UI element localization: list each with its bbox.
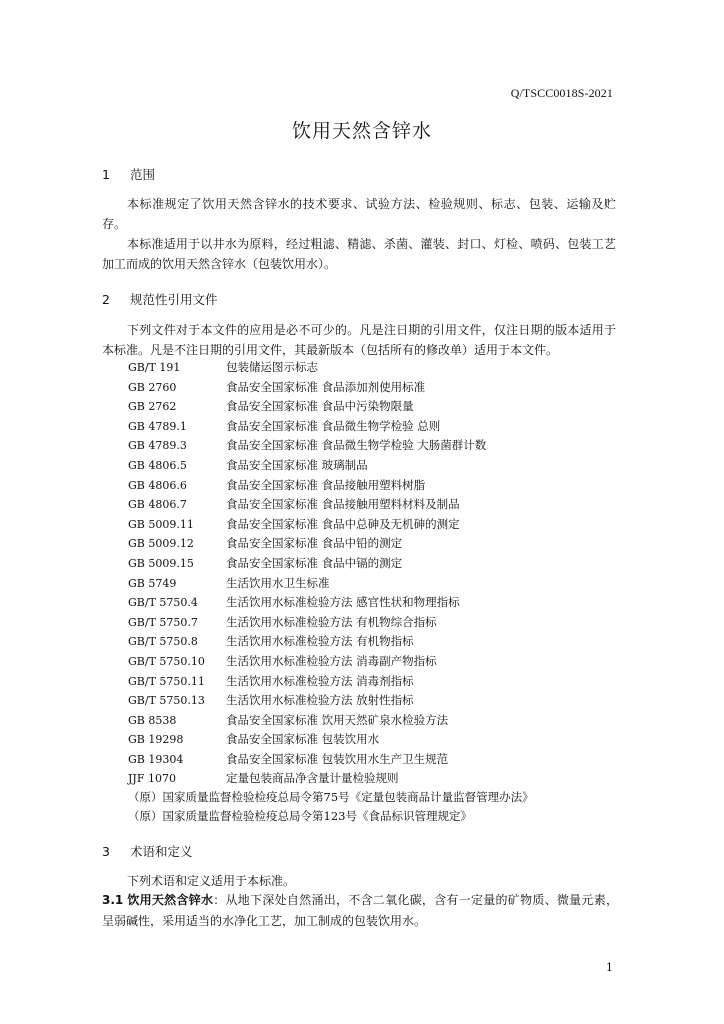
reference-name: 食品安全国家标准 食品中铅的测定 [226,536,403,551]
reference-item [128,476,486,496]
reference-name: 食品安全国家标准 包装饮用水 [226,732,380,747]
reference-code: GB 4806.7 [128,498,187,512]
reference-code: GB/T 5750.11 [128,674,205,688]
section-title: 规范性引用文件 [130,292,218,307]
reference-item [128,672,486,692]
reference-item [128,456,486,476]
reference-code: GB/T 5750.7 [128,615,198,629]
section-number: 1 [102,167,110,182]
definition-text: ：从地下深处自然涌出，不含二氧化碳，含有一定量的矿物质、微量元素，呈弱碱性，采用适当的水净化工艺，加工制成的包装饮用水。 [102,893,618,928]
reference-name: 食品安全国家标准 食品中镉的测定 [226,555,403,570]
reference-name: 食品安全国家标准 食品添加剂使用标准 [226,379,426,394]
reference-name: 定量包装商品净含量计量检验规则 [226,771,399,786]
reference-code: GB 19304 [128,752,184,766]
reference-code: GB 2762 [128,400,177,414]
section-1-paragraph-2: 本标准适用于以井水为原料，经过粗滤、精滤、杀菌、灌装、封口、灯检、喷码、包装工艺加工而成的饮用天然含锌水（包装饮用水）。 [102,237,616,271]
reference-code: GB 4806.5 [128,458,187,472]
reference-name: 食品安全国家标准 食品中总砷及无机砷的测定 [226,516,460,531]
reference-name: 食品安全国家标准 食品微生物学检验 总则 [226,418,441,433]
reference-code: GB 5749 [128,576,177,590]
section-title: 术语和定义 [130,844,193,859]
reference-item [128,769,486,789]
definition-3-1 [102,890,618,932]
reference-name: 食品安全国家标准 食品微生物学检验 大肠菌群计数 [226,438,487,453]
section-3-intro: 下列术语和定义适用于本标准。 [127,874,296,888]
decree-reference: （原）国家质量监督检验检疫总局令第123号《食品标识管理规定》 [128,809,472,823]
reference-item [128,397,486,417]
reference-code: GB/T 5750.8 [128,635,198,649]
reference-item [128,711,486,731]
reference-item [128,554,486,574]
section-number: 2 [102,292,110,307]
section-1-heading [102,165,155,183]
decree-reference: （原）国家质量监督检验检疫总局令第75号《定量包装商品计量监督管理办法》 [128,790,534,804]
reference-item [128,358,486,378]
reference-item [128,534,486,554]
definition-number: 3.1 [102,893,124,907]
reference-name: 包装储运图示标志 [226,360,318,374]
reference-name: 生活饮用水卫生标准 [226,575,330,590]
reference-code: GB/T 5750.10 [128,654,205,668]
reference-item [128,632,486,652]
reference-list [128,358,486,789]
reference-code: GB 4806.6 [128,478,187,492]
reference-item [128,613,486,633]
section-2-intro: 下列文件对于本文件的应用是必不可少的。凡是注日期的引用文件，仅注日期的版本适用于本标准。凡是不注日期的引用文件，其最新版本（包括所有的修改单）适用于本文件。 [102,323,616,357]
reference-item [128,417,486,437]
reference-name: 生活饮用水标准检验方法 感官性状和物理指标 [226,595,460,610]
reference-name: 食品安全国家标准 包装饮用水生产卫生规范 [226,751,449,766]
reference-name: 食品安全国家标准 食品接触用塑料树脂 [226,477,426,492]
reference-code: GB 4789.1 [128,419,187,433]
reference-code: GB 4789.3 [128,439,187,453]
reference-name: 食品安全国家标准 玻璃制品 [226,457,368,472]
reference-name: 生活饮用水标准检验方法 放射性指标 [226,693,414,708]
section-number: 3 [102,844,110,859]
reference-item [128,378,486,398]
reference-item [128,652,486,672]
reference-name: 生活饮用水标准检验方法 有机物综合指标 [226,614,437,629]
page-number: 1 [606,961,613,974]
section-title: 范围 [130,167,156,182]
reference-name: 生活饮用水标准检验方法 消毒剂指标 [226,673,414,688]
reference-code: JJF 1070 [128,772,176,786]
reference-item [128,691,486,711]
reference-item [128,730,486,750]
definition-term: 饮用天然含锌水 [127,893,214,907]
reference-code: GB/T 5750.4 [128,596,198,610]
reference-name: 食品安全国家标准 饮用天然矿泉水检验方法 [226,712,449,727]
reference-name: 食品安全国家标准 食品接触用塑料材料及制品 [226,497,460,512]
reference-code: GB/T 191 [128,361,181,374]
section-2-heading [102,290,218,308]
reference-code: GB 5009.15 [128,556,194,570]
reference-name: 生活饮用水标准检验方法 有机物指标 [226,634,414,649]
reference-code: GB/T 5750.13 [128,694,205,708]
document-number: Q/TSCC0018S-2021 [510,86,613,100]
reference-code: GB 8538 [128,713,177,727]
reference-code: GB 5009.12 [128,537,194,551]
reference-item [128,750,486,770]
reference-item [128,495,486,515]
section-3-heading [102,842,193,860]
section-1-paragraph-1: 本标准规定了饮用天然含锌水的技术要求、试验方法、检验规则、标志、包装、运输及贮存。 [102,197,616,231]
reference-name: 生活饮用水标准检验方法 消毒副产物指标 [226,653,437,668]
reference-code: GB 2760 [128,380,177,394]
reference-item [128,574,486,594]
reference-item [128,436,486,456]
reference-item [128,593,486,613]
reference-name: 食品安全国家标准 食品中污染物限量 [226,399,414,414]
reference-code: GB 19298 [128,733,184,747]
reference-code: GB 5009.11 [128,517,194,531]
document-title: 饮用天然含锌水 [291,120,432,142]
reference-item [128,515,486,535]
